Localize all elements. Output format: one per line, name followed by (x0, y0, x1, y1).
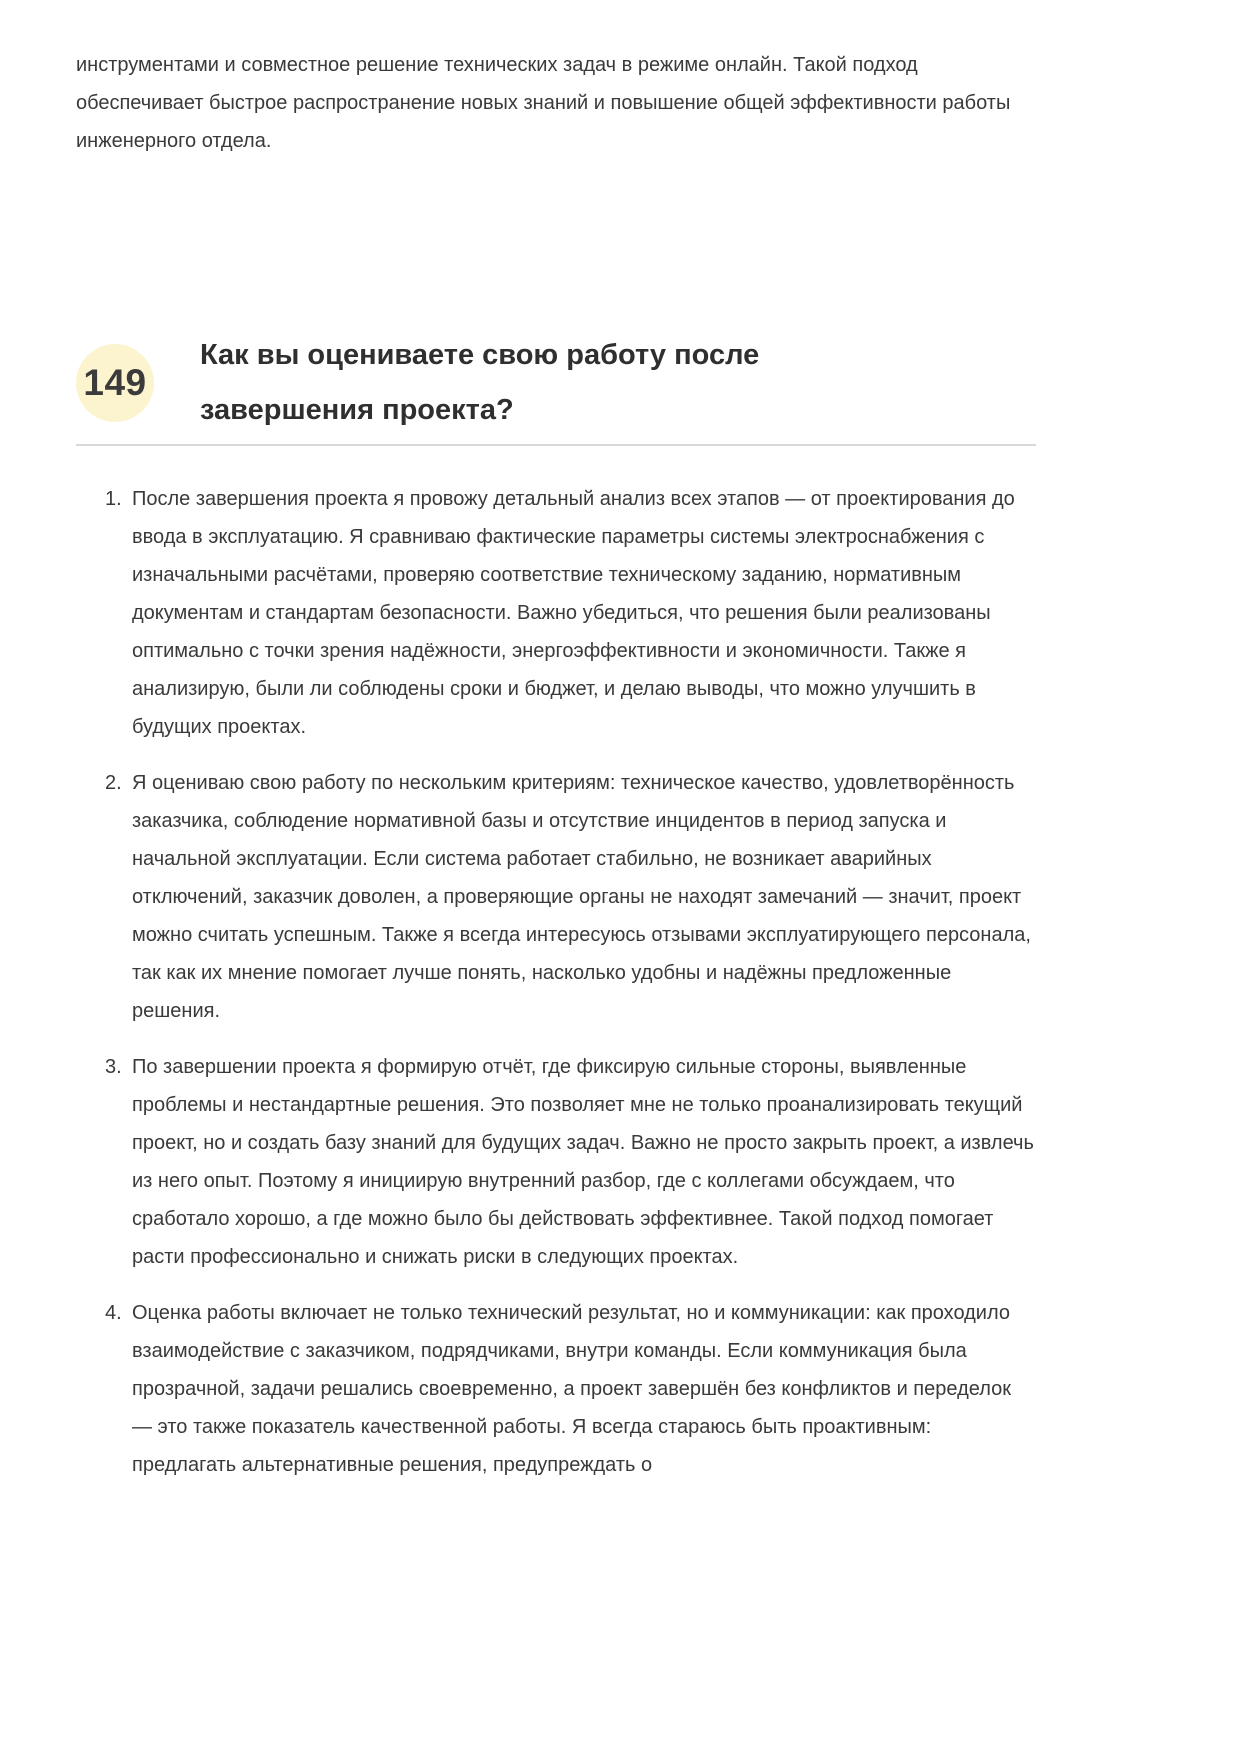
answer-text: Я оцениваю свою работу по нескольким критериям: техническое качество, удовлетворённость заказчика, соблюдение нормативной базы и отсутствие инцидентов в период запуска и начальной эксплуатации. Если система работает стабильно, не возникает аварийных отключений, заказчик доволен, а проверяющие органы не находят замечаний — значит, проект можно считать успешным. Также я всегда интересуюсь отзывами эксплуатирующего персонала, так как их мнение помогает лучше понять, насколько удобны и надёжны предложенные решения. (132, 772, 1031, 1022)
answer-item (105, 1048, 1036, 1276)
question-title: Как вы оцениваете свою работу после завершения проекта? (200, 339, 760, 426)
answer-item (105, 764, 1036, 1030)
answer-number: 2. (105, 772, 122, 794)
answer-number: 1. (105, 488, 122, 510)
answer-number: 3. (105, 1056, 122, 1078)
answer-number: 4. (105, 1302, 122, 1324)
answer-text: После завершения проекта я провожу детальный анализ всех этапов — от проектирования до ввода в эксплуатацию. Я сравниваю фактические параметры системы электроснабжения с изначальными расчётами, проверяю соответствие техническому заданию, нормативным документам и стандартам безопасности. Важно убедиться, что решения были реализованы оптимально с точки зрения надёжности, энергоэффективности и экономичности. Также я анализирую, были ли соблюдены сроки и бюджет, и делаю выводы, что можно улучшить в будущих проектах. (132, 488, 1015, 738)
answer-item (105, 1294, 1036, 1484)
answer-item (105, 480, 1036, 746)
question-number: 149 (83, 362, 147, 403)
section-divider (76, 444, 1036, 446)
answer-text: Оценка работы включает не только технический результат, но и коммуникации: как проходило взаимодействие с заказчиком, подрядчиками, внутри команды. Если коммуникация была прозрачной, задачи решались своевременно, а проект завершён без конфликтов и переделок — это также показатель качественной работы. Я всегда стараюсь быть проактивным: предлагать альтернативные решения, предупреждать о (132, 1302, 1011, 1476)
leading-paragraph: инструментами и совместное решение технических задач в режиме онлайн. Такой подход обеспечивает быстрое распространение новых знаний и повышение общей эффективности работы инженерного отдела. (76, 54, 1011, 152)
answer-text: По завершении проекта я формирую отчёт, где фиксирую сильные стороны, выявленные проблемы и нестандартные решения. Это позволяет мне не только проанализировать текущий проект, но и создать базу знаний для будущих задач. Важно не просто закрыть проект, а извлечь из него опыт. Поэтому я инициирую внутренний разбор, где с коллегами обсуждаем, что сработало хорошо, а где можно было бы действовать эффективнее. Такой подход помогает расти профессионально и снижать риски в следующих проектах. (132, 1056, 1034, 1268)
answers-list (76, 480, 1036, 1484)
question-header (76, 328, 1036, 438)
question-number-badge (76, 344, 154, 422)
page-content (76, 46, 1036, 1484)
